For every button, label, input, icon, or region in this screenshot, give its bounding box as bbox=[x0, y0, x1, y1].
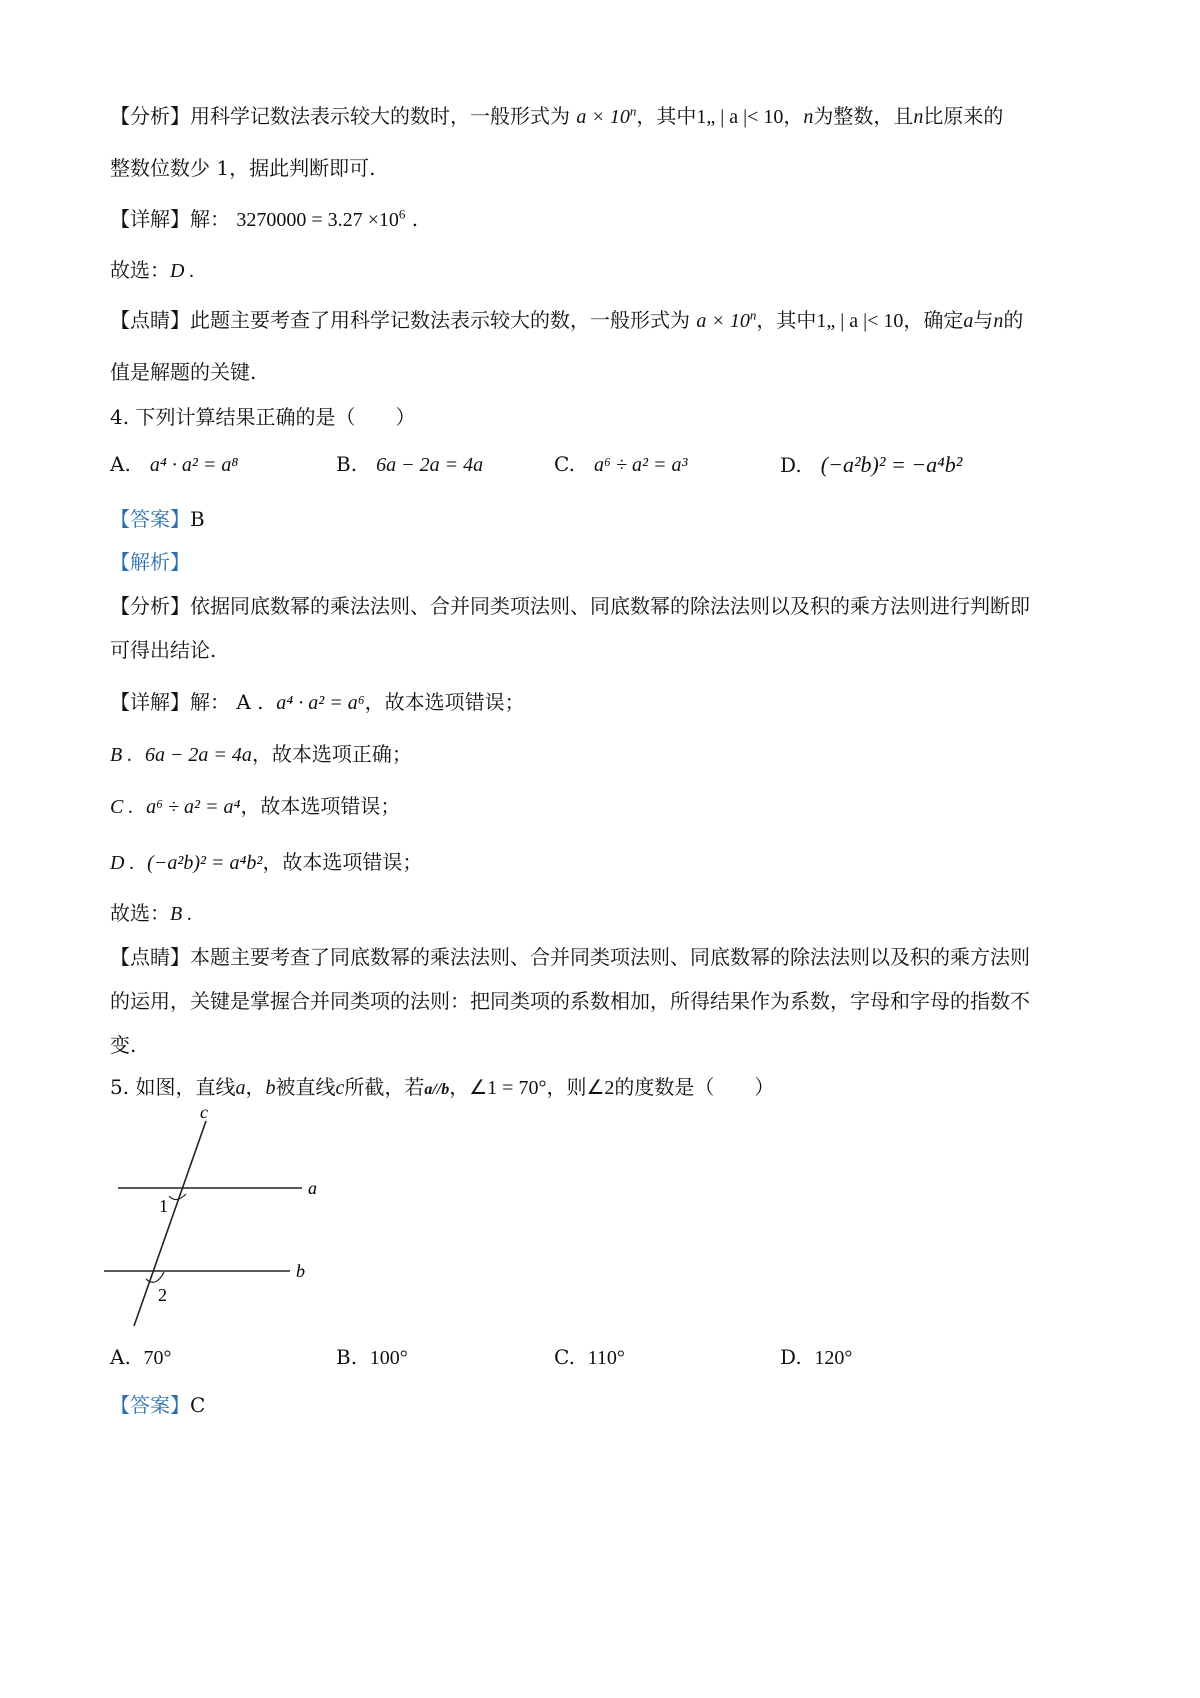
detail-label: 【详解】 bbox=[110, 690, 190, 714]
q3-detail-line bbox=[110, 203, 418, 232]
analysis-text: 依据同底数幂的乘法法则、合并同类项法则、同底数幂的除法法则以及积的乘方法则进行判断即 bbox=[190, 594, 1030, 618]
answer-value: C bbox=[190, 1393, 206, 1417]
analysis-text: ， bbox=[783, 104, 804, 128]
var-b: b bbox=[265, 1077, 276, 1099]
formula-base: a × 10 bbox=[576, 106, 630, 128]
option-value: 70° bbox=[143, 1347, 172, 1369]
q4-parse-label: 【解析】 bbox=[110, 550, 190, 574]
detail-letter: D . bbox=[110, 852, 135, 874]
angle-1-value: ∠1 = 70° bbox=[469, 1077, 547, 1099]
comment-text: 的 bbox=[1003, 308, 1024, 332]
q4-option-a bbox=[110, 452, 238, 477]
detail-expr: (−a²b)² = a⁴b² bbox=[147, 852, 263, 874]
q4-comment-line-2: 的运用，关键是掌握合并同类项的法则：把同类项的系数相加，所得结果作为系数，字母和字母的指数不 bbox=[110, 989, 1030, 1013]
stem-text: 5. 如图，直线 bbox=[110, 1075, 236, 1099]
option-expr: (−a²b)² = −a⁴b² bbox=[820, 452, 963, 477]
option-expr: a⁶ ÷ a² = a³ bbox=[594, 454, 688, 476]
formula-base: 3270000 = 3.27 ×10 bbox=[236, 209, 399, 231]
option-letter: A. bbox=[110, 1345, 131, 1369]
formula-exp: 6 bbox=[398, 206, 406, 222]
q4-detail-a bbox=[110, 686, 525, 715]
label-2: 2 bbox=[158, 1285, 167, 1305]
condition-formula: 1„ | a |< 10 bbox=[696, 106, 784, 128]
formula-exp: n bbox=[629, 103, 637, 119]
detail-expr: a⁶ ÷ a² = a⁴ bbox=[146, 796, 241, 818]
option-letter: D. bbox=[780, 453, 802, 477]
detail-letter: A . bbox=[236, 690, 264, 714]
choice-text: 故选： bbox=[110, 258, 170, 282]
detail-label: 【详解】 bbox=[110, 207, 190, 231]
formula-base: a × 10 bbox=[696, 310, 750, 332]
option-letter: B. bbox=[336, 452, 358, 476]
q5-option-c bbox=[554, 1345, 625, 1370]
analysis-text: 用科学记数法表示较大的数时，一般形式为 bbox=[190, 104, 570, 128]
comment-text: 本题主要考查了同底数幂的乘法法则、合并同类项法则、同底数幂的除法法则以及积的乘方法则 bbox=[190, 945, 1030, 969]
var-c: c bbox=[335, 1077, 345, 1099]
choice-value: B . bbox=[170, 903, 193, 925]
choice-text: 故选： bbox=[110, 901, 170, 925]
stem-text: ，则 bbox=[546, 1075, 587, 1099]
option-letter: B. bbox=[336, 1345, 358, 1369]
detail-verdict: ，故本选项错误； bbox=[364, 690, 525, 714]
q3-choice-line bbox=[110, 254, 194, 283]
analysis-label: 【分析】 bbox=[110, 104, 190, 128]
period: . bbox=[411, 207, 419, 231]
comment-text: 与 bbox=[973, 308, 994, 332]
option-letter: C. bbox=[554, 452, 575, 476]
comment-text: ，确定 bbox=[903, 308, 964, 332]
var-a: a bbox=[963, 310, 974, 332]
line-c bbox=[134, 1121, 206, 1326]
stem-text: ， bbox=[449, 1075, 470, 1099]
choice-value: D . bbox=[170, 260, 195, 282]
q4-answer bbox=[110, 503, 205, 532]
q3-comment-line-2: 值是解题的关键. bbox=[110, 360, 257, 384]
option-value: 120° bbox=[814, 1347, 853, 1369]
option-expr: a⁴ · a² = a⁸ bbox=[149, 454, 239, 476]
label-1: 1 bbox=[159, 1196, 168, 1216]
q4-detail-d bbox=[110, 846, 422, 875]
option-value: 110° bbox=[587, 1347, 625, 1369]
answer-label: 【答案】 bbox=[110, 1393, 190, 1417]
detail-letter: C . bbox=[110, 796, 134, 818]
q4-detail-c bbox=[110, 790, 400, 819]
option-expr: 6a − 2a = 4a bbox=[376, 454, 484, 476]
parallel-lines-figure bbox=[100, 1104, 340, 1334]
stem-text: 所截，若 bbox=[344, 1075, 425, 1099]
q4-detail-b bbox=[110, 738, 412, 767]
q5-option-a bbox=[110, 1345, 172, 1370]
analysis-text: 为整数，且 bbox=[813, 104, 914, 128]
q3-analysis-line-1 bbox=[110, 100, 1003, 129]
q4-option-c bbox=[554, 452, 687, 477]
q4-comment-line-3: 变. bbox=[110, 1033, 137, 1057]
angle-2-arc bbox=[146, 1272, 164, 1282]
q4-analysis-line-2: 可得出结论. bbox=[110, 638, 217, 662]
q4-stem: 4. 下列计算结果正确的是（ ） bbox=[110, 405, 416, 429]
label-b: b bbox=[296, 1261, 305, 1281]
q3-comment-line-1 bbox=[110, 304, 1023, 333]
formula bbox=[696, 307, 757, 332]
angle-1-arc bbox=[169, 1194, 186, 1200]
comment-label: 【点睛】 bbox=[110, 308, 190, 332]
detail-expr: 6a − 2a = 4a bbox=[144, 744, 252, 766]
analysis-text: 比原来的 bbox=[923, 104, 1004, 128]
q5-answer bbox=[110, 1389, 205, 1418]
q4-option-b bbox=[336, 452, 483, 477]
option-letter: C. bbox=[554, 1345, 575, 1369]
label-c: c bbox=[200, 1104, 208, 1122]
q4-option-d bbox=[780, 452, 962, 478]
detail-letter: B . bbox=[110, 744, 133, 766]
comment-label: 【点睛】 bbox=[110, 945, 190, 969]
answer-value: B bbox=[190, 507, 205, 531]
q4-choice-line bbox=[110, 897, 192, 926]
angle-2: ∠2 bbox=[586, 1077, 615, 1099]
parallel-condition: a//b bbox=[424, 1081, 450, 1098]
option-letter: A. bbox=[110, 452, 131, 476]
var-n: n bbox=[803, 106, 814, 128]
option-letter: D. bbox=[780, 1345, 802, 1369]
option-value: 100° bbox=[369, 1347, 408, 1369]
formula-exp: n bbox=[749, 307, 757, 323]
stem-text: 的度数是（ ） bbox=[614, 1075, 775, 1099]
detail-text: 解： bbox=[190, 690, 230, 714]
var-a: a bbox=[235, 1077, 246, 1099]
detail-verdict: ，故本选项正确； bbox=[251, 742, 412, 766]
q3-analysis-line-2: 整数位数少 1，据此判断即可. bbox=[110, 156, 376, 180]
answer-label: 【答案】 bbox=[110, 507, 190, 531]
q5-stem bbox=[110, 1071, 774, 1100]
analysis-text: ，其中 bbox=[636, 104, 697, 128]
stem-text: 被直线 bbox=[275, 1075, 336, 1099]
analysis-label: 【分析】 bbox=[110, 594, 190, 618]
stem-text: ， bbox=[245, 1075, 266, 1099]
label-a: a bbox=[308, 1178, 317, 1198]
comment-text: ，其中 bbox=[756, 308, 817, 332]
detail-verdict: ，故本选项错误； bbox=[262, 850, 423, 874]
detail-formula bbox=[236, 206, 406, 231]
q5-option-b bbox=[336, 1345, 408, 1370]
detail-verdict: ，故本选项错误； bbox=[240, 794, 401, 818]
formula bbox=[576, 103, 637, 128]
q4-comment-line-1 bbox=[110, 941, 1030, 970]
condition-formula: 1„ | a |< 10 bbox=[816, 310, 904, 332]
q5-option-d bbox=[780, 1345, 852, 1370]
q4-analysis-line-1 bbox=[110, 590, 1030, 619]
detail-expr: a⁴ · a² = a⁶ bbox=[276, 692, 365, 714]
detail-text: 解： bbox=[190, 207, 230, 231]
var-n: n bbox=[993, 310, 1004, 332]
var-n: n bbox=[913, 106, 924, 128]
comment-text: 此题主要考查了用科学记数法表示较大的数，一般形式为 bbox=[190, 308, 690, 332]
